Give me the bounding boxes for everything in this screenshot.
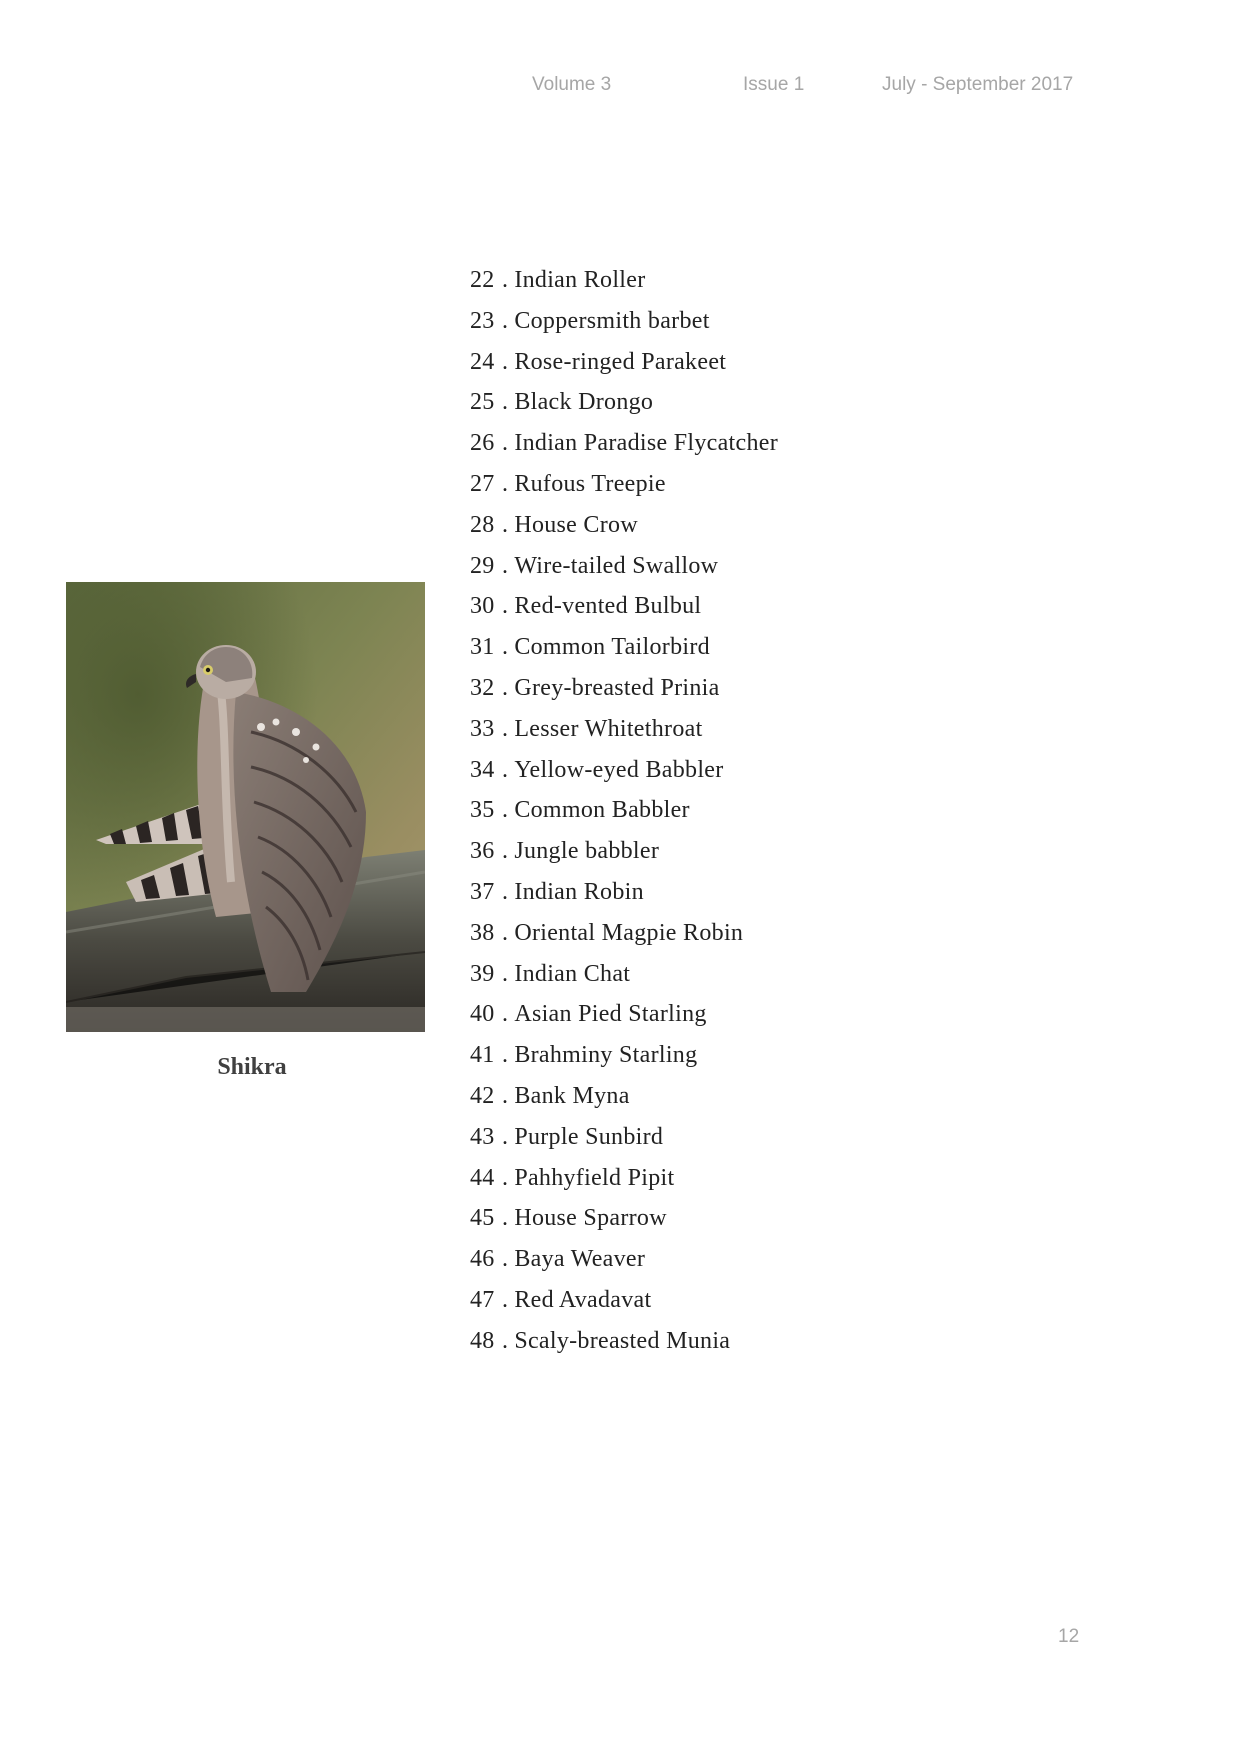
bird-name: Red Avadavat	[514, 1286, 652, 1313]
bird-number: 36	[470, 838, 495, 865]
bird-list-item: 32 . Grey-breasted Prinia	[470, 668, 778, 709]
bird-list-item: 37 . Indian Robin	[470, 872, 778, 913]
bird-number: 38	[470, 919, 495, 946]
bird-list-item: 34 . Yellow-eyed Babbler	[470, 750, 778, 791]
bird-list-item: 45 . House Sparrow	[470, 1198, 778, 1239]
bird-list-item: 28 . House Crow	[470, 505, 778, 546]
bird-name: Wire-tailed Swallow	[514, 552, 719, 579]
bird-list-item: 25 . Black Drongo	[470, 382, 778, 423]
bird-name: Black Drongo	[514, 389, 654, 416]
bird-name: Coppersmith barbet	[514, 307, 710, 334]
bird-name: Common Tailorbird	[514, 634, 710, 661]
bird-number: 42	[470, 1082, 495, 1109]
bird-number: 39	[470, 960, 495, 987]
bird-number: 37	[470, 878, 495, 905]
bird-name: Bank Myna	[514, 1082, 630, 1109]
bird-name: Asian Pied Starling	[514, 1001, 707, 1028]
page-number: 12	[1058, 1626, 1080, 1647]
bird-name: Yellow-eyed Babbler	[514, 756, 724, 783]
bird-name: Oriental Magpie Robin	[514, 919, 744, 946]
bird-number: 26	[470, 430, 495, 457]
bird-list-item: 38 . Oriental Magpie Robin	[470, 913, 778, 954]
bird-name: Jungle babbler	[514, 838, 660, 865]
page-header	[0, 74, 1240, 104]
bird-number: 45	[470, 1205, 495, 1232]
bird-list-item: 24 . Rose-ringed Parakeet	[470, 342, 778, 383]
figure-caption: Shikra	[217, 1054, 287, 1080]
bird-name: Rufous Treepie	[514, 470, 666, 497]
bird-list-item: 47 . Red Avadavat	[470, 1280, 778, 1321]
bird-list-item: 23 . Coppersmith barbet	[470, 301, 778, 342]
bird-name: Common Babbler	[514, 797, 690, 824]
bird-number: 33	[470, 715, 495, 742]
bird-number: 29	[470, 552, 495, 579]
bird-name: Indian Chat	[514, 960, 631, 987]
bird-number: 23	[470, 307, 495, 334]
bird-list-item: 39 . Indian Chat	[470, 954, 778, 995]
bird-number: 41	[470, 1042, 495, 1069]
bird-list-item: 22 . Indian Roller	[470, 260, 778, 301]
bird-number: 44	[470, 1164, 495, 1191]
header-volume: Volume 3	[532, 74, 612, 95]
bird-number: 31	[470, 634, 495, 661]
bird-number: 27	[470, 470, 495, 497]
bird-number: 43	[470, 1123, 495, 1150]
bird-number: 24	[470, 348, 495, 375]
bird-number: 25	[470, 389, 495, 416]
bird-name: Scaly-breasted Munia	[514, 1327, 731, 1354]
bird-list-item: 27 . Rufous Treepie	[470, 464, 778, 505]
bird-list-item: 36 . Jungle babbler	[470, 831, 778, 872]
bird-name: Grey-breasted Prinia	[514, 674, 720, 701]
bird-species-list	[470, 260, 778, 1362]
bird-list-item: 33 . Lesser Whitethroat	[470, 709, 778, 750]
header-date: July - September 2017	[882, 74, 1074, 95]
bird-number: 47	[470, 1286, 495, 1313]
bird-name: Pahhyfield Pipit	[514, 1164, 675, 1191]
bird-list-item: 40 . Asian Pied Starling	[470, 994, 778, 1035]
bird-number: 28	[470, 511, 495, 538]
bird-name: Brahminy Starling	[514, 1042, 698, 1069]
bird-name: Indian Roller	[514, 267, 646, 293]
bird-number: 22	[470, 267, 495, 293]
bird-number: 40	[470, 1001, 495, 1028]
bird-number: 48	[470, 1327, 495, 1354]
bird-name: Rose-ringed Parakeet	[514, 348, 727, 375]
header-issue: Issue 1	[743, 74, 805, 95]
bird-list-item: 46 . Baya Weaver	[470, 1239, 778, 1280]
bird-name: Lesser Whitethroat	[514, 715, 703, 742]
bird-name: Baya Weaver	[514, 1246, 646, 1273]
bird-name: Indian Paradise Flycatcher	[514, 430, 779, 457]
bird-number: 30	[470, 593, 495, 620]
bird-list-item: 42 . Bank Myna	[470, 1076, 778, 1117]
bird-list-item: 41 . Brahminy Starling	[470, 1035, 778, 1076]
bird-number: 46	[470, 1246, 495, 1273]
shikra-photo	[66, 582, 425, 1032]
bird-number: 32	[470, 674, 495, 701]
bird-list-item: 48 . Scaly-breasted Munia	[470, 1321, 778, 1362]
bird-name: House Crow	[514, 511, 638, 538]
bird-name: Indian Robin	[514, 878, 644, 905]
bird-list-item: 44 . Pahhyfield Pipit	[470, 1158, 778, 1199]
bird-list-item: 31 . Common Tailorbird	[470, 627, 778, 668]
bird-name: Purple Sunbird	[514, 1123, 664, 1150]
bird-name: House Sparrow	[514, 1205, 667, 1232]
bird-list-item: 29 . Wire-tailed Swallow	[470, 546, 778, 587]
bird-list-item: 35 . Common Babbler	[470, 790, 778, 831]
bird-list-item: 43 . Purple Sunbird	[470, 1117, 778, 1158]
bird-list-item: 26 . Indian Paradise Flycatcher	[470, 423, 778, 464]
bird-number: 35	[470, 797, 495, 824]
bird-list-item: 30 . Red-vented Bulbul	[470, 586, 778, 627]
bird-name: Red-vented Bulbul	[514, 593, 702, 620]
bird-number: 34	[470, 756, 495, 783]
